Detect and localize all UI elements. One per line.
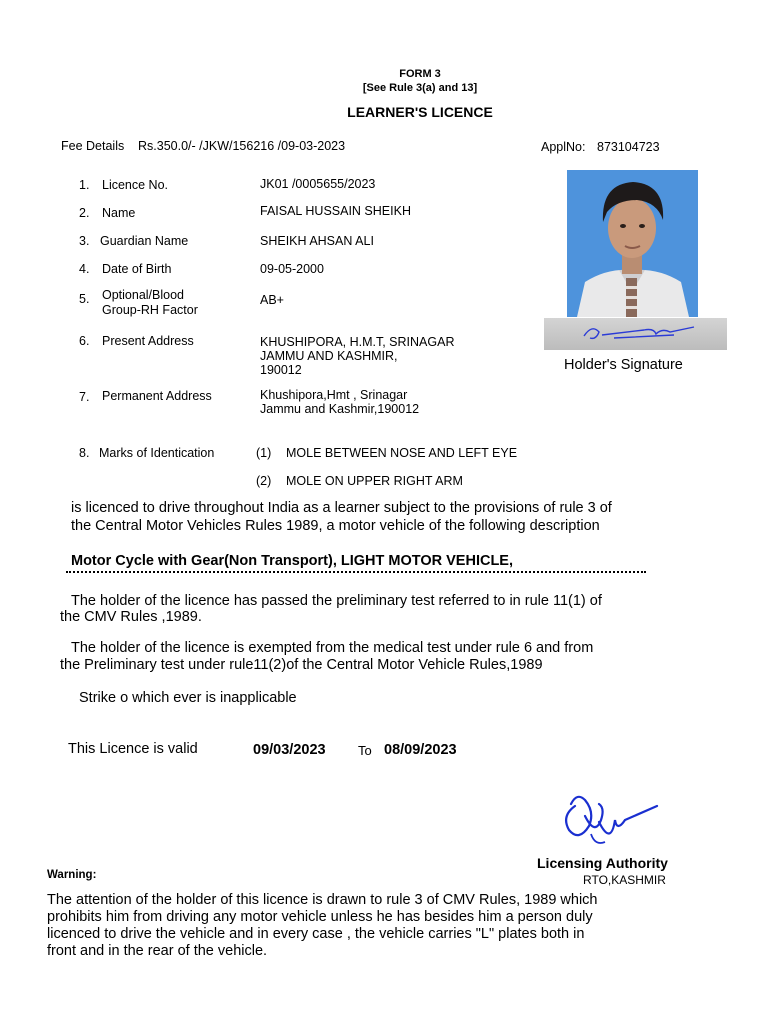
mark-2-number: (2) [256, 474, 272, 488]
licence-no-label: Licence No. [102, 178, 169, 192]
test-passed-line2: the CMV Rules ,1989. [60, 609, 202, 625]
permanent-address-line2: Jammu and Kashmir,190012 [260, 402, 420, 416]
dob-value: 09-05-2000 [260, 262, 324, 276]
warning-line4: front and in the rear of the vehicle. [47, 943, 268, 959]
holder-signature-scribble [544, 318, 727, 350]
fee-details-value: Rs.350.0/- /JKW/156216 /09-03-2023 [138, 139, 346, 153]
fee-details-label: Fee Details [61, 139, 125, 153]
holder-signature-image [544, 318, 727, 350]
licensing-authority-signature [555, 786, 665, 856]
strike-note: Strike o which ever is inapplicable [79, 690, 297, 706]
holder-photo-portrait [567, 170, 698, 317]
licensing-authority-office: RTO,KASHMIR [583, 873, 666, 887]
vehicle-class: Motor Cycle with Gear(Non Transport), LIGHT MOTOR VEHICLE, [71, 553, 514, 569]
form-number: FORM 3 [399, 68, 441, 80]
field-number: 1. [79, 178, 90, 192]
medical-exempt-line2: the Preliminary test under rule11(2)of the Central Motor Vehicle Rules,1989 [60, 657, 543, 673]
licensing-authority-title: Licensing Authority [537, 855, 668, 871]
name-value: FAISAL HUSSAIN SHEIKH [260, 204, 411, 218]
valid-to-date: 08/09/2023 [384, 742, 457, 758]
licence-no-value: JK01 /0005655/2023 [260, 177, 376, 191]
blood-group-label-line1: Optional/Blood [102, 288, 185, 302]
field-number: 6. [79, 334, 90, 348]
permanent-address-label: Permanent Address [102, 389, 212, 403]
holder-signature-label: Holder's Signature [564, 357, 683, 373]
guardian-name-value: SHEIKH AHSAN ALI [260, 234, 374, 248]
appl-no-value: 873104723 [597, 140, 660, 154]
field-number: 2. [79, 206, 90, 220]
field-number: 8. [79, 446, 90, 460]
validity-to-label: To [358, 743, 372, 758]
marks-label: Marks of Identication [99, 446, 215, 460]
warning-line3: licenced to drive the vehicle and in every case , the vehicle carries "L" plates both in [47, 926, 585, 942]
present-address-line1: KHUSHIPORA, H.M.T, SRINAGAR [260, 335, 455, 349]
validity-label: This Licence is valid [68, 741, 198, 757]
valid-from-date: 09/03/2023 [253, 742, 326, 758]
present-address-label: Present Address [102, 334, 194, 348]
mark-2-text: MOLE ON UPPER RIGHT ARM [286, 474, 463, 488]
medical-exempt-line1: The holder of the licence is exempted from the medical test under rule 6 and from [71, 640, 594, 656]
field-number: 7. [79, 390, 90, 404]
test-passed-line1: The holder of the licence has passed the preliminary test referred to in rule 11(1) of [71, 593, 602, 609]
warning-label: Warning: [47, 869, 97, 881]
mark-1-number: (1) [256, 446, 272, 460]
guardian-name-label: Guardian Name [100, 234, 189, 248]
field-number: 3. [79, 234, 90, 248]
blood-group-value: AB+ [260, 293, 284, 307]
vehicle-class-dotted-line [66, 571, 646, 573]
page-title: LEARNER'S LICENCE [347, 104, 493, 120]
name-label: Name [102, 206, 136, 220]
rule-reference: [See Rule 3(a) and 13] [362, 82, 478, 94]
warning-line2: prohibits him from driving any motor vehicle unless he has besides him a person duly [47, 909, 593, 925]
field-number: 4. [79, 262, 90, 276]
mark-1-text: MOLE BETWEEN NOSE AND LEFT EYE [286, 446, 518, 460]
licence-scope-line1: is licenced to drive throughout India as a learner subject to the provisions of rule 3 of [71, 500, 612, 516]
dob-label: Date of Birth [102, 262, 172, 276]
field-number: 5. [79, 292, 90, 306]
present-address-line3: 190012 [260, 363, 302, 377]
blood-group-label-line2: Group-RH Factor [102, 303, 198, 317]
licence-scope-line2: the Central Motor Vehicles Rules 1989, a motor vehicle of the following description [71, 518, 600, 534]
appl-no-label: ApplNo: [541, 140, 586, 154]
holder-photo [567, 170, 698, 317]
permanent-address-line1: Khushipora,Hmt , Srinagar [260, 388, 408, 402]
present-address-line2: JAMMU AND KASHMIR, [260, 349, 398, 363]
warning-line1: The attention of the holder of this licence is drawn to rule 3 of CMV Rules, 1989 which [47, 892, 598, 908]
